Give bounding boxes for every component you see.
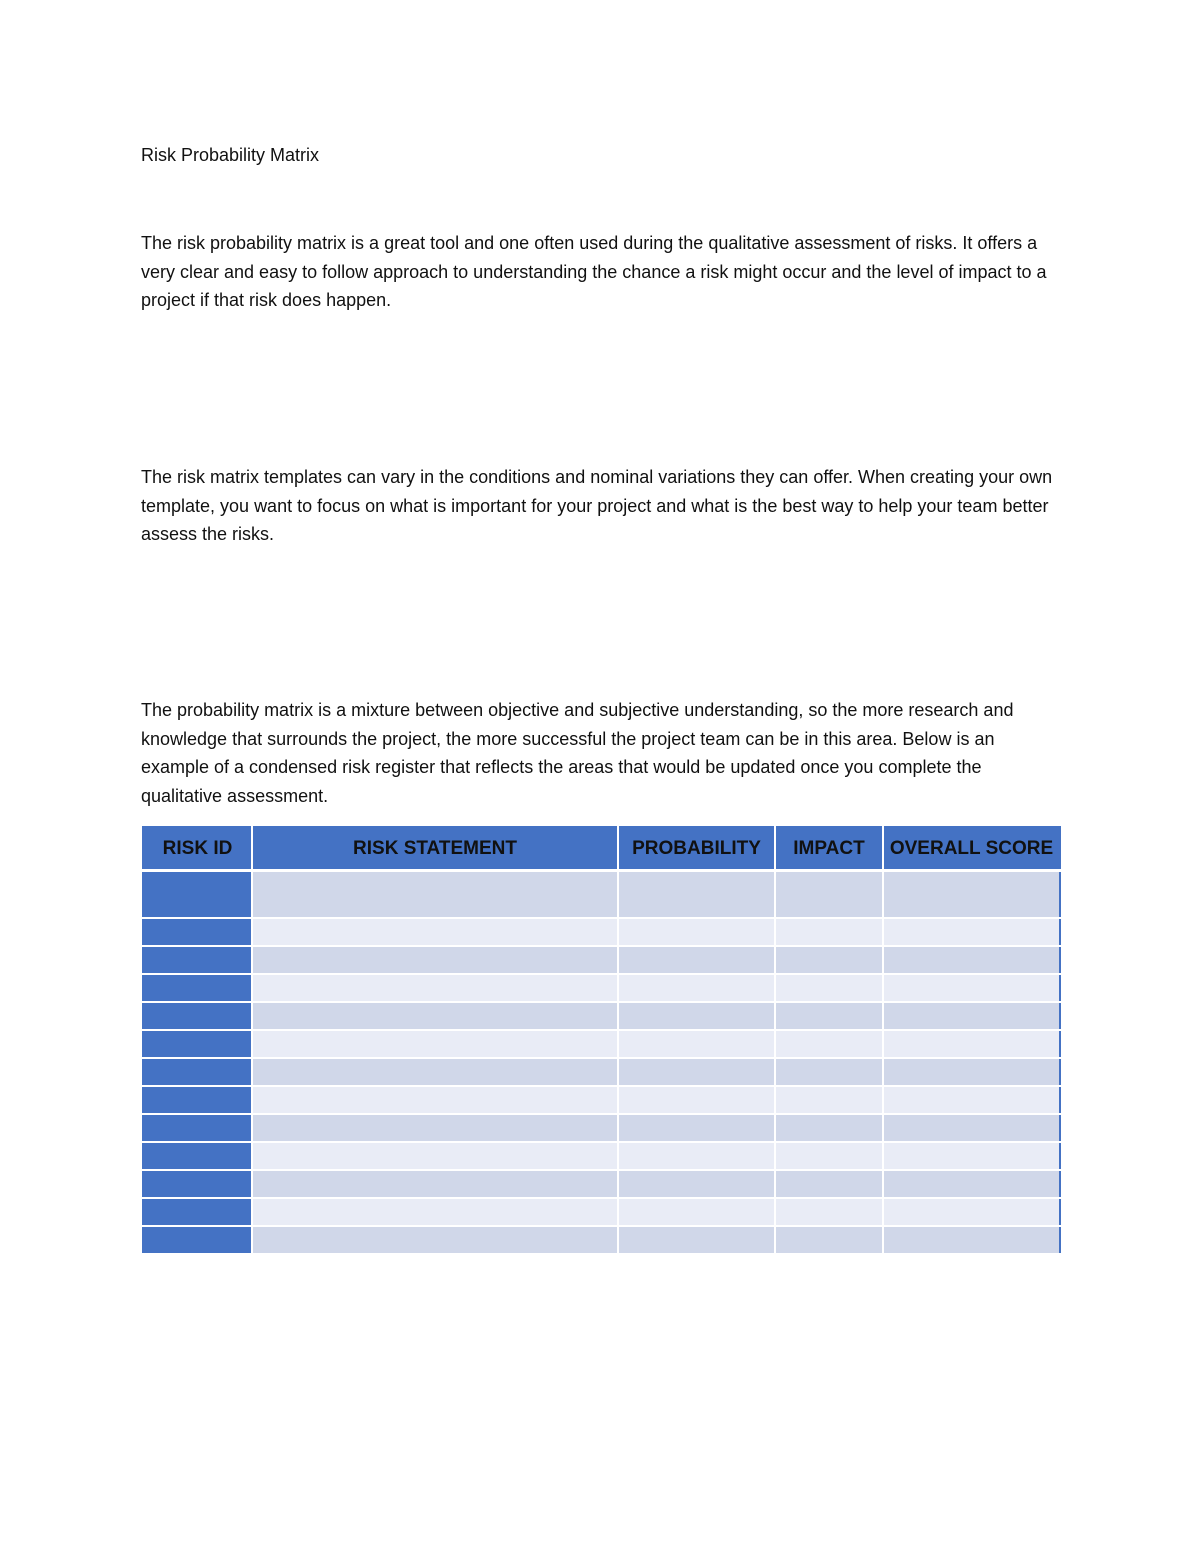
header-probability: PROBABILITY: [618, 827, 775, 871]
cell-risk-statement: [252, 1226, 618, 1253]
cell-probability: [618, 1226, 775, 1253]
page-title: Risk Probability Matrix: [141, 145, 320, 165]
cell-risk-statement: [252, 946, 618, 974]
cell-risk-id: [143, 1114, 252, 1142]
table-row: [143, 918, 1060, 946]
cell-probability: [618, 918, 775, 946]
header-risk-statement: RISK STATEMENT: [252, 827, 618, 871]
cell-risk-id: [143, 918, 252, 946]
table-row: [143, 1142, 1060, 1170]
header-risk-id: RISK ID: [143, 827, 252, 871]
cell-risk-statement: [252, 1030, 618, 1058]
table-row: [143, 871, 1060, 919]
cell-risk-id: [143, 1002, 252, 1030]
cell-risk-id: [143, 974, 252, 1002]
header-impact: IMPACT: [775, 827, 883, 871]
cell-overall-score: [883, 1002, 1060, 1030]
cell-impact: [775, 1030, 883, 1058]
table-row: [143, 1226, 1060, 1253]
template-paragraph: The risk matrix templates can vary in the conditions and nominal variations they can offer. When creating your own template, you want to focus on what is important for your project and what is the best way to help your team better assess the risks.: [141, 467, 1053, 545]
cell-risk-id: [143, 946, 252, 974]
cell-risk-statement: [252, 1170, 618, 1198]
cell-overall-score: [883, 871, 1060, 919]
cell-risk-statement: [252, 974, 618, 1002]
cell-risk-id: [143, 1226, 252, 1253]
cell-risk-id: [143, 871, 252, 919]
cell-probability: [618, 1030, 775, 1058]
cell-risk-statement: [252, 1114, 618, 1142]
cell-impact: [775, 1170, 883, 1198]
cell-risk-id: [143, 1030, 252, 1058]
cell-probability: [618, 871, 775, 919]
cell-overall-score: [883, 974, 1060, 1002]
table-row: [143, 946, 1060, 974]
risk-register-table: [142, 826, 1061, 1253]
cell-overall-score: [883, 1170, 1060, 1198]
table-row: [143, 1114, 1060, 1142]
table-row: [143, 1002, 1060, 1030]
table-row: [143, 1198, 1060, 1226]
cell-risk-statement: [252, 1002, 618, 1030]
cell-overall-score: [883, 1030, 1060, 1058]
cell-overall-score: [883, 1086, 1060, 1114]
table-row: [143, 1030, 1060, 1058]
cell-impact: [775, 946, 883, 974]
cell-impact: [775, 1114, 883, 1142]
cell-probability: [618, 974, 775, 1002]
cell-risk-id: [143, 1142, 252, 1170]
cell-overall-score: [883, 1058, 1060, 1086]
cell-impact: [775, 1142, 883, 1170]
header-overall-score: OVERALL SCORE: [883, 827, 1060, 871]
table-row: [143, 1170, 1060, 1198]
cell-impact: [775, 1002, 883, 1030]
cell-probability: [618, 946, 775, 974]
register-intro-paragraph: The probability matrix is a mixture between objective and subjective understanding, so the more research and knowledge that surrounds the project, the more successful the project team can be in this area. Below is an example of a condensed risk register that reflects the areas that would be updated once you complete the qualitative assessment.: [141, 700, 1014, 806]
cell-risk-statement: [252, 1198, 618, 1226]
cell-probability: [618, 1086, 775, 1114]
cell-risk-id: [143, 1086, 252, 1114]
cell-overall-score: [883, 946, 1060, 974]
cell-impact: [775, 1058, 883, 1086]
cell-impact: [775, 974, 883, 1002]
cell-overall-score: [883, 1114, 1060, 1142]
cell-impact: [775, 1226, 883, 1253]
risk-register-body: [143, 871, 1060, 1254]
cell-probability: [618, 1170, 775, 1198]
cell-impact: [775, 918, 883, 946]
intro-paragraph: The risk probability matrix is a great tool and one often used during the qualitative assessment of risks. It offers a very clear and easy to follow approach to understanding the chance a risk might occur and the level of impact to a project if that risk does happen.: [141, 233, 1047, 311]
cell-overall-score: [883, 1142, 1060, 1170]
table-row: [143, 974, 1060, 1002]
cell-probability: [618, 1058, 775, 1086]
table-header-row: [143, 827, 1060, 871]
cell-risk-statement: [252, 1058, 618, 1086]
cell-probability: [618, 1198, 775, 1226]
cell-overall-score: [883, 1198, 1060, 1226]
cell-probability: [618, 1142, 775, 1170]
cell-risk-statement: [252, 1142, 618, 1170]
cell-risk-statement: [252, 918, 618, 946]
cell-impact: [775, 1086, 883, 1114]
table-row: [143, 1086, 1060, 1114]
cell-overall-score: [883, 1226, 1060, 1253]
cell-risk-statement: [252, 1086, 618, 1114]
cell-risk-statement: [252, 871, 618, 919]
cell-risk-id: [143, 1170, 252, 1198]
cell-risk-id: [143, 1198, 252, 1226]
cell-risk-id: [143, 1058, 252, 1086]
cell-impact: [775, 871, 883, 919]
cell-overall-score: [883, 918, 1060, 946]
cell-probability: [618, 1114, 775, 1142]
cell-probability: [618, 1002, 775, 1030]
table-row: [143, 1058, 1060, 1086]
cell-impact: [775, 1198, 883, 1226]
